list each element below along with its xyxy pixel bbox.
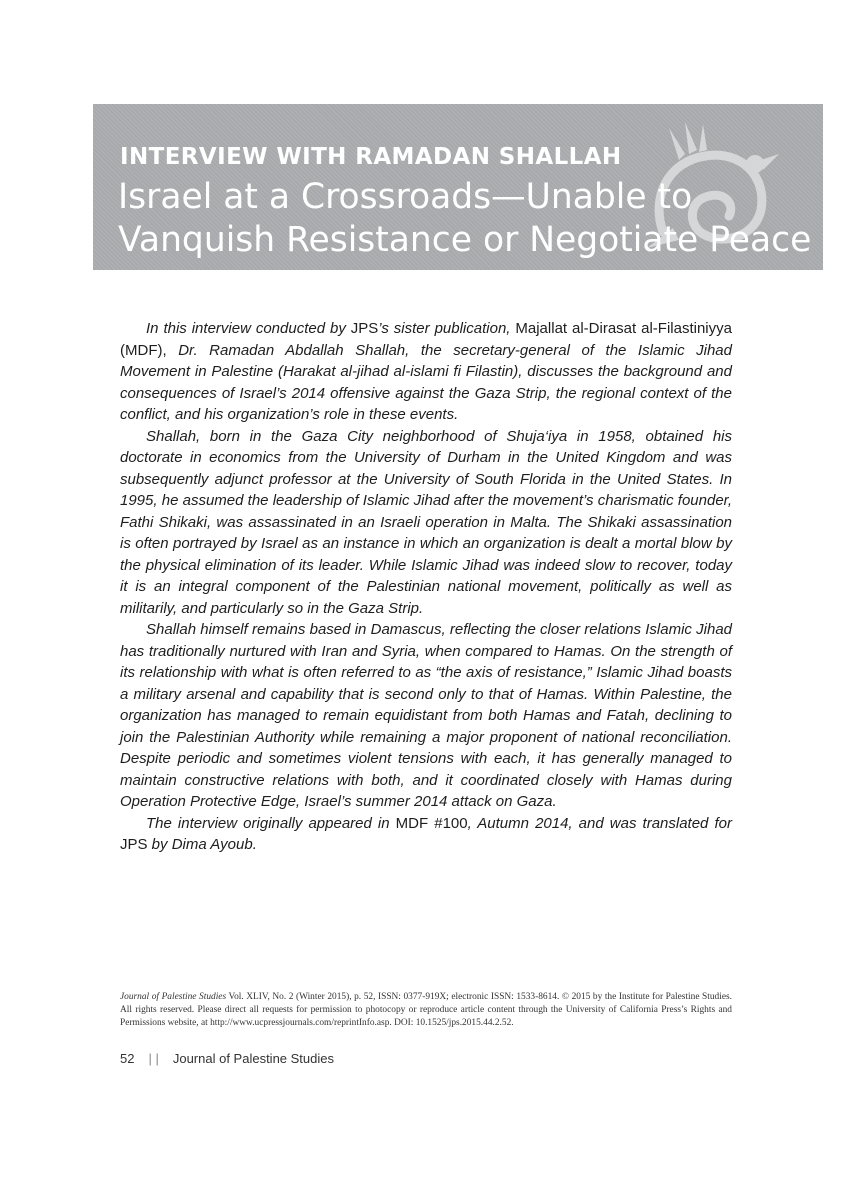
copyright-footnote — [120, 991, 732, 1031]
abstract-text-run: Dr. Ramadan Abdallah Shallah, the secretary-general of the Islamic Jihad Movement in Palestine (Harakat al-jihad al-islami fi Filastin), discusses the background and consequences of Israel’s 2014 offensive against the Gaza Strip, the regional context of the conflict, and his organization’s role in these events. — [120, 341, 732, 423]
title-banner — [93, 104, 823, 270]
abstract-paragraph-4 — [120, 813, 732, 856]
abstract-text-run: by Dima Ayoub. — [147, 836, 257, 853]
abstract-text-run: MDF #100 — [395, 814, 468, 832]
article-title-line-1: Israel at a Crossroads—Unable to — [118, 177, 693, 217]
page-number: 52 — [120, 1051, 135, 1066]
footnote-text: Vol. XLIV, No. 2 (Winter 2015), p. 52, ISSN: 0377-919X; electronic ISSN: 1533-8614. © 2015 by the Institute for Palestine Studies. All rights reserved. Please direct all requests for permission to photocopy or reproduce article content through the University of California Press’s Rights and Permissions website, at http://www.ucpressjournals.com/reprintInfo.asp. DOI: 10.1525/jps.2015.44.2.52. — [120, 992, 732, 1029]
abstract-text-run: , Autumn 2014, and was translated for — [467, 814, 732, 832]
abstract-text-run: ’s sister publication, — [378, 320, 516, 337]
article-title — [118, 176, 811, 262]
abstract-text-run: JPS — [350, 320, 379, 337]
abstract-text-run: Majallat al-Dirasat al-Filastiniyya (MDF), — [120, 320, 732, 359]
footnote-journal-title: Journal of Palestine Studies — [120, 992, 227, 1002]
article-title-line-2: Vanquish Resistance or Negotiate Peace — [118, 220, 812, 260]
abstract-text-run: The interview originally appeared in — [146, 814, 396, 832]
abstract-text-run: JPS — [120, 836, 148, 853]
page-footer — [120, 1051, 334, 1066]
article-abstract — [120, 318, 732, 856]
footer-separator: | | — [148, 1051, 159, 1066]
abstract-paragraph-2: Shallah, born in the Gaza City neighborhood of Shuja‘iya in 1958, obtained his doctorate in economics from the University of Durham in the United Kingdom and was subsequently adjunct professor at the University of South Florida in the United States. In 1995, he assumed the leadership of Islamic Jihad after the movement’s charismatic founder, Fathi Shikaki, was assassinated in an Israeli operation in Malta. The Shikaki assassination is often portrayed by Israel as an instance in which an organization is dealt a mortal blow by the physical elimination of its leader. While Islamic Jihad was indeed slow to recover, today it is an integral component of the Palestinian national movement, politically as well as militarily, and particularly so in the Gaza Strip. — [120, 427, 732, 617]
article-kicker: INTERVIEW WITH RAMADAN SHALLAH — [120, 144, 622, 170]
abstract-paragraph-1 — [120, 318, 732, 426]
footer-journal-name: Journal of Palestine Studies — [172, 1051, 334, 1066]
abstract-paragraph-3: Shallah himself remains based in Damascus, reflecting the closer relations Islamic Jihad has traditionally nurtured with Iran and Syria, when compared to Hamas. On the strength of its relationship with what is often referred to as “the axis of resistance,” Islamic Jihad boasts a military arsenal and capability that is second only to that of Hamas. Within Palestine, the organization has managed to remain equidistant from both Hamas and Fatah, declining to join the Palestinian Authority while remaining a major proponent of national reconciliation. Despite periodic and sometimes violent tensions with each, it has generally managed to maintain constructive relations with both, and it coordinated closely with Hamas during Operation Protective Edge, Israel’s summer 2014 attack on Gaza. — [120, 621, 732, 810]
abstract-text-run: In this interview conducted by — [146, 320, 351, 337]
